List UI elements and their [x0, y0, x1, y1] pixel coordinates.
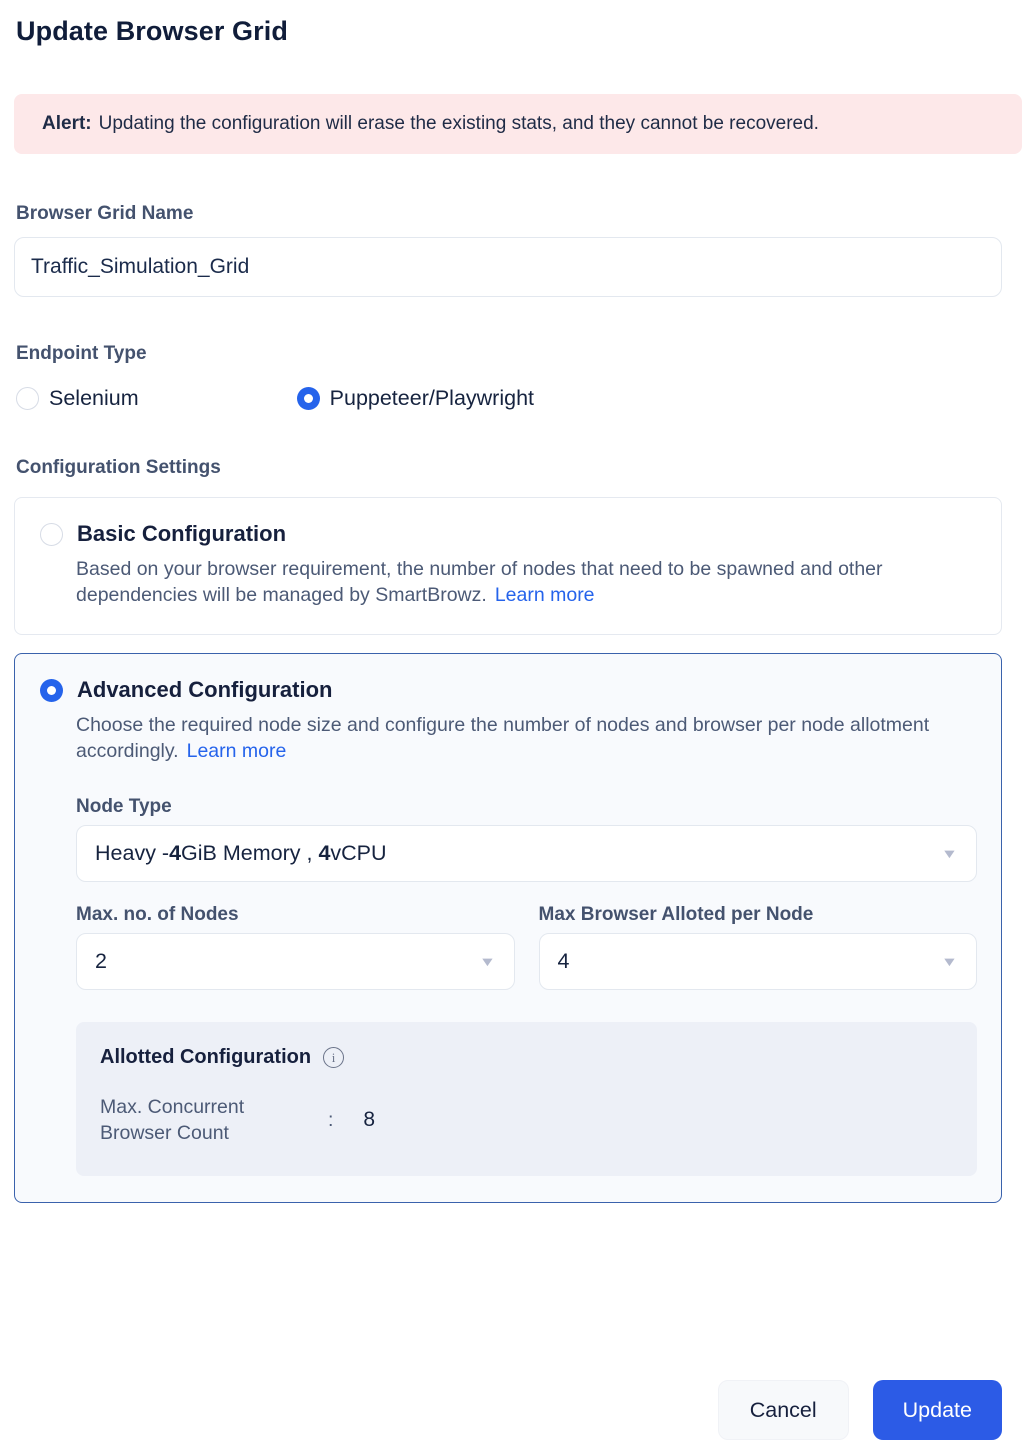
radio-option-puppeteer-playwright[interactable]	[297, 386, 534, 411]
radio-option-label: Puppeteer/Playwright	[329, 386, 535, 410]
alert-prefix: Alert:	[42, 113, 92, 134]
grid-name-input[interactable]	[14, 237, 1002, 297]
basic-configuration-head	[40, 521, 977, 547]
advanced-configuration-title: Advanced Configuration	[77, 677, 333, 702]
endpoint-type-label: Endpoint Type	[16, 343, 147, 364]
update-button[interactable]: Update	[873, 1380, 1002, 1440]
basic-configuration-title: Basic Configuration	[77, 521, 287, 546]
max-concurrent-browser-row	[100, 1094, 953, 1146]
configuration-settings-label: Configuration Settings	[16, 457, 221, 478]
advanced-configuration-description: Choose the required node size and configure the number of nodes and browser per node allotment accordingly. Learn more	[76, 714, 930, 762]
basic-learn-more-link[interactable]: Learn more	[494, 584, 595, 606]
max-concurrent-browser-label: Max. Concurrent Browser Count	[100, 1096, 245, 1144]
alert-message: Updating the configuration will erase the existing stats, and they cannot be recovered.	[98, 113, 819, 134]
max-nodes-label: Max. no. of Nodes	[76, 904, 239, 925]
node-type-label: Node Type	[76, 796, 172, 817]
alert-banner	[14, 94, 1022, 154]
max-browser-per-node-select[interactable]	[539, 933, 978, 990]
allotted-configuration-title: Allotted Configuration	[100, 1046, 312, 1068]
max-nodes-value: 2	[95, 949, 107, 973]
max-browser-per-node-value: 4	[557, 949, 570, 973]
max-browser-per-node-label: Max Browser Alloted per Node	[538, 904, 814, 925]
radio-unchecked-icon[interactable]	[16, 387, 39, 410]
max-concurrent-browser-value: 8	[363, 1108, 376, 1131]
footer-actions	[718, 1380, 1002, 1440]
max-browser-per-node-field	[539, 904, 978, 990]
radio-checked-icon[interactable]	[297, 387, 320, 410]
chevron-down-icon: ▼	[940, 954, 959, 969]
chevron-down-icon: ▼	[940, 846, 959, 861]
advanced-learn-more-link[interactable]: Learn more	[186, 740, 287, 762]
grid-name-label: Browser Grid Name	[16, 203, 194, 224]
max-nodes-select[interactable]	[76, 933, 515, 990]
radio-unchecked-icon[interactable]	[40, 523, 63, 546]
chevron-down-icon: ▼	[478, 954, 496, 969]
node-type-select[interactable]	[76, 825, 977, 882]
basic-configuration-description: Based on your browser requirement, the number of nodes that need to be spawned and other dependencies will be managed by SmartBrowz. Learn more	[76, 558, 883, 606]
max-nodes-field	[76, 904, 515, 990]
row-separator: :	[328, 1108, 334, 1131]
node-type-value: Heavy -4GiB Memory , 4vCPU	[95, 841, 387, 865]
radio-option-label: Selenium	[49, 386, 139, 410]
advanced-configuration-head	[40, 677, 977, 703]
cancel-button[interactable]: Cancel	[718, 1380, 849, 1440]
endpoint-type-options	[16, 386, 1022, 411]
radio-option-selenium[interactable]	[16, 386, 139, 411]
advanced-configuration-card[interactable]	[14, 653, 1002, 1203]
allotted-configuration-panel	[76, 1022, 977, 1176]
radio-checked-icon[interactable]	[40, 679, 63, 702]
page-title: Update Browser Grid	[16, 16, 288, 46]
info-icon[interactable]: i	[323, 1047, 344, 1068]
basic-configuration-card[interactable]	[14, 497, 1002, 635]
